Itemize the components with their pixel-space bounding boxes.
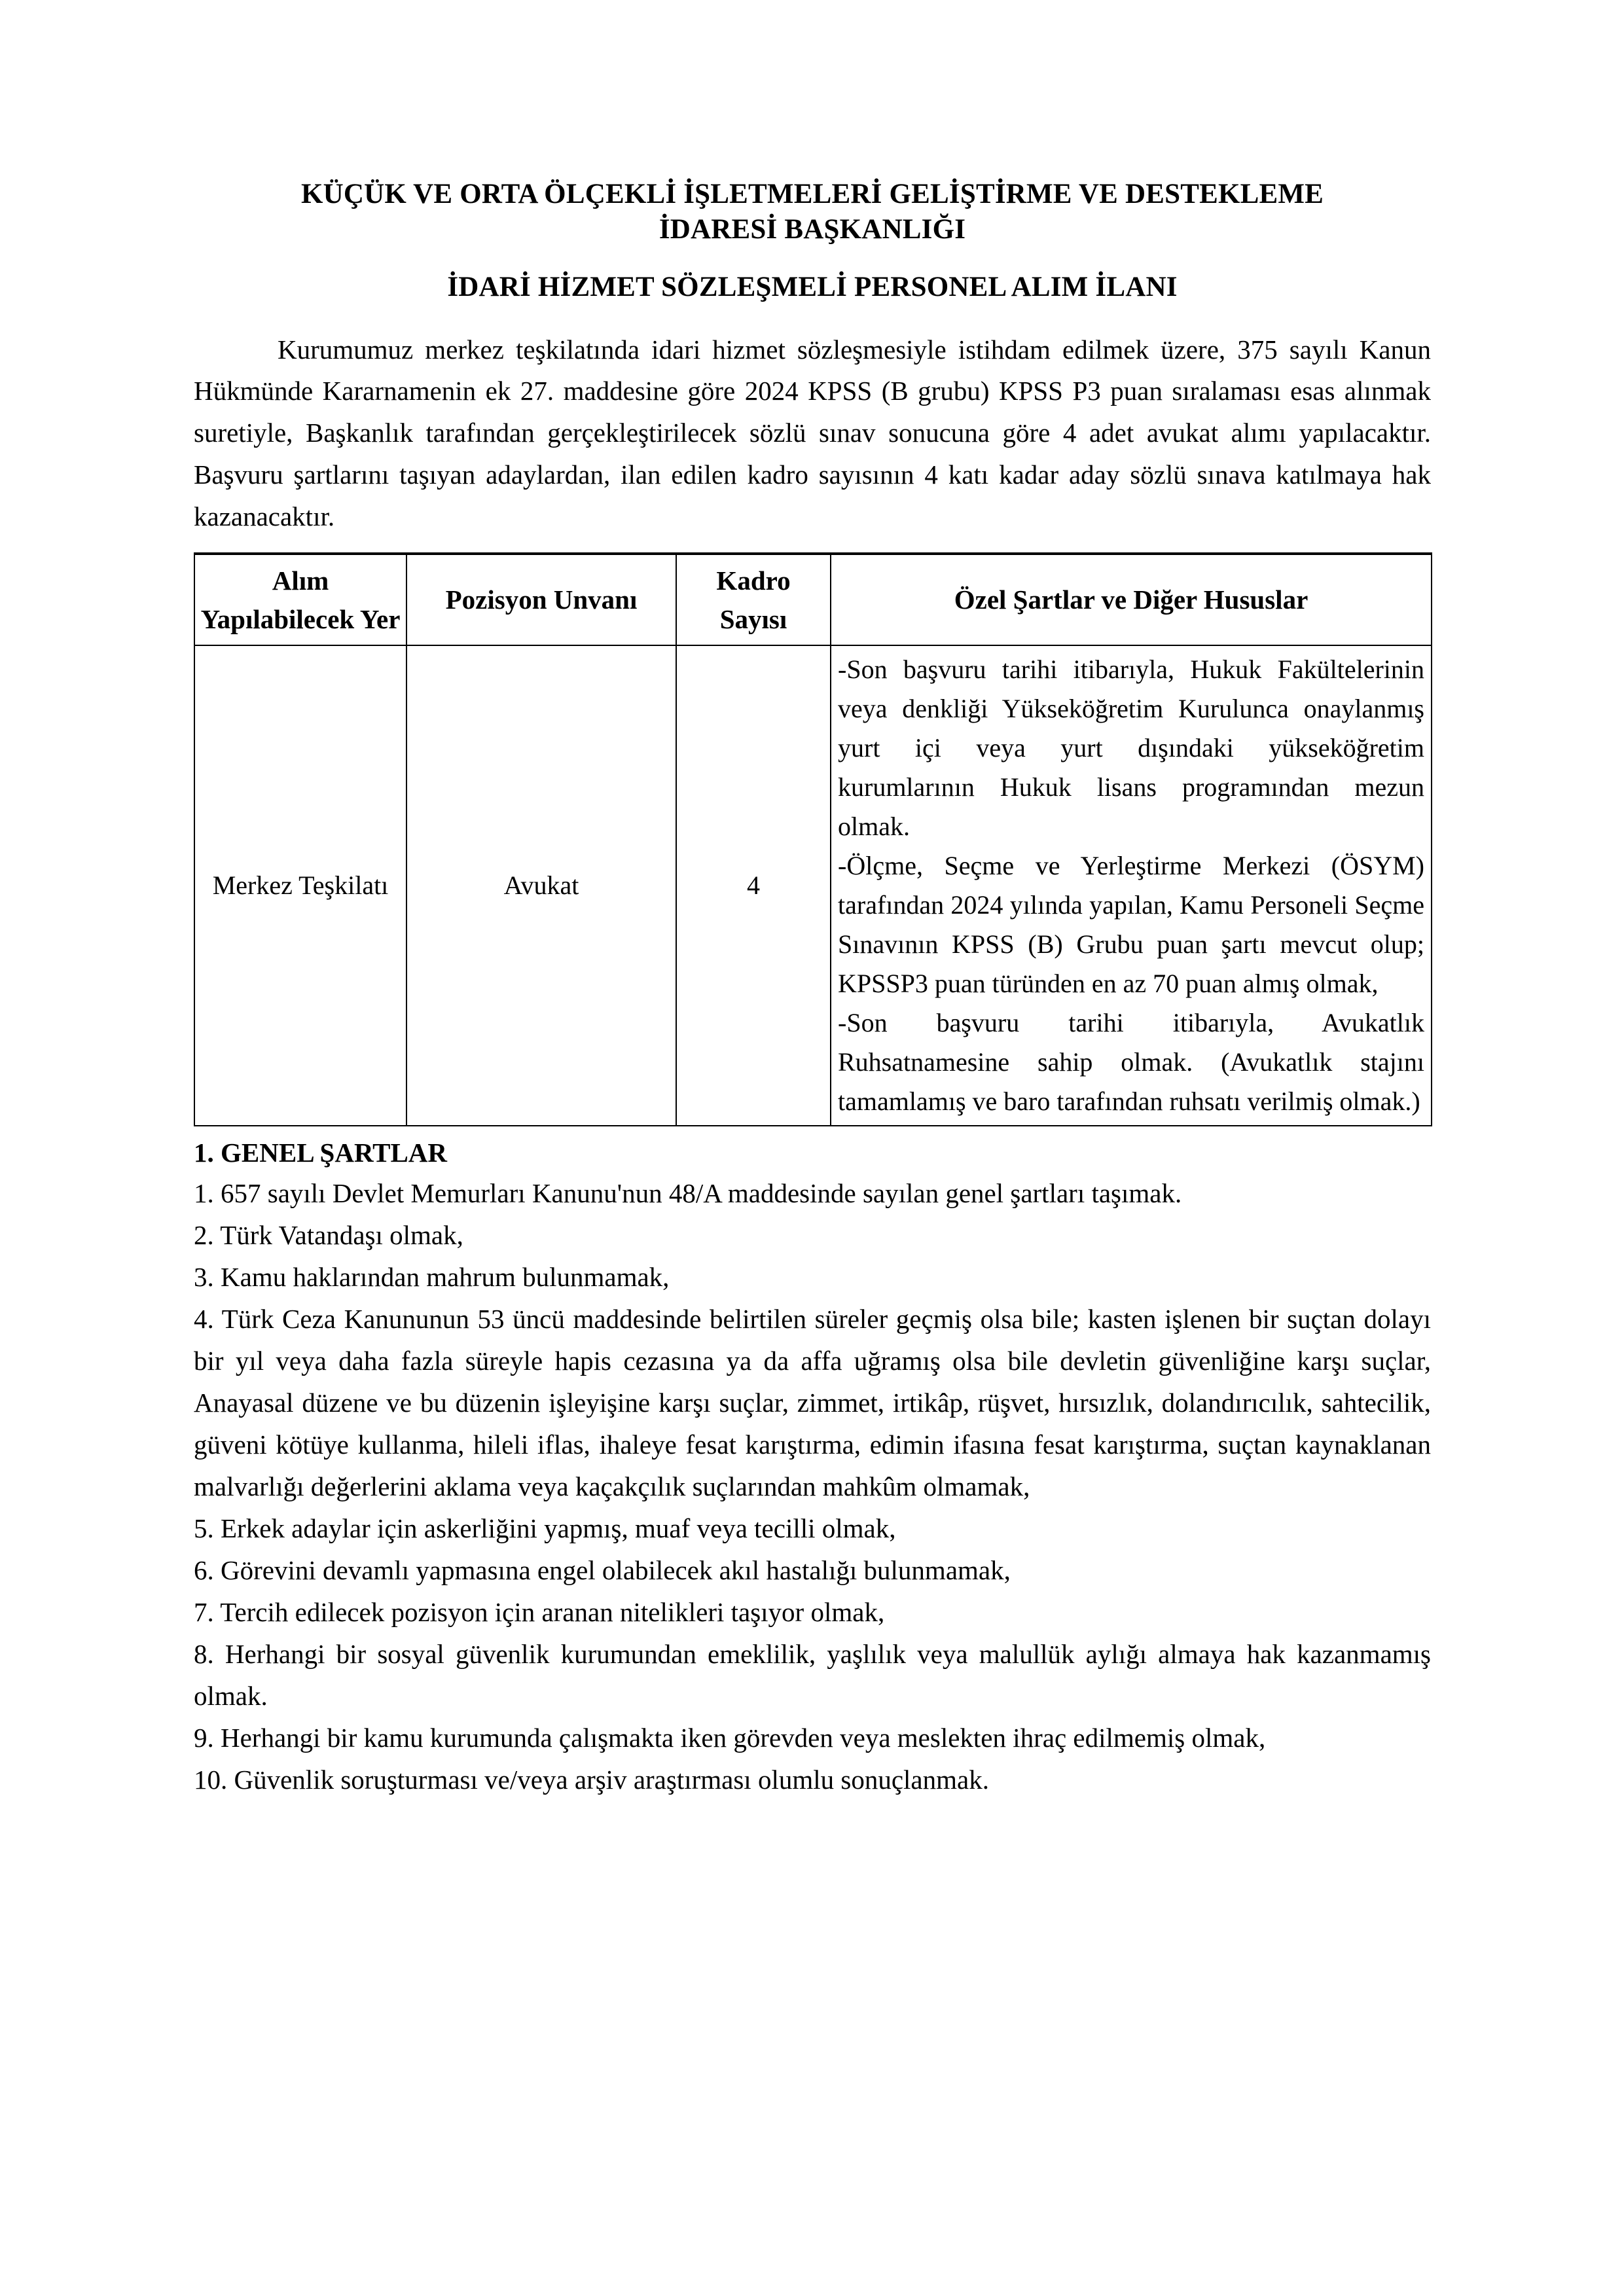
- column-header-ozel-sartlar: Özel Şartlar ve Diğer Hususlar: [831, 554, 1432, 645]
- column-header-kadro: Kadro Sayısı: [676, 554, 831, 645]
- condition-item: -Son başvuru tarihi itibarıyla, Hukuk Fakültelerinin veya denkliği Yükseköğretim Kurulunca onaylanmış yurt içi veya yurt dışındaki yükseköğretim kurumlarının Hukuk lisans programından mezun olmak.: [838, 654, 1424, 841]
- page-title-line-2: İDARESİ BAŞKANLIĞI: [659, 214, 966, 245]
- condition-item: -Son başvuru tarihi itibarıyla, Avukatlık Ruhsatnamesine sahip olmak. (Avukatlık stajını tamamlamış ve baro tarafından ruhsatı verilmiş olmak.): [838, 1007, 1424, 1116]
- section-heading-genel-sartlar: 1. GENEL ŞARTLAR: [194, 1137, 448, 1168]
- cell-ozel-sartlar: [831, 645, 1432, 1126]
- list-item: 8. Herhangi bir sosyal güvenlik kurumundan emeklilik, yaşlılık veya malullük aylığı almaya hak kazanmamış olmak.: [194, 1638, 1431, 1711]
- list-item: 5. Erkek adaylar için askerliğini yapmış, muaf veya tecilli olmak,: [194, 1513, 896, 1543]
- table-header-row: [194, 554, 1432, 645]
- condition-item: -Ölçme, Seçme ve Yerleştirme Merkezi (ÖSYM) tarafından 2024 yılında yapılan, Kamu Personeli Seçme Sınavının KPSS (B) Grubu puan şartı mevcut olup; KPSSP3 puan türünden en az 70 puan almış olmak,: [838, 850, 1424, 998]
- intro-paragraph: Kurumumuz merkez teşkilatında idari hizmet sözleşmesiyle istihdam edilmek üzere, 375 sayılı Kanun Hükmünde Kararnamenin ek 27. maddesine göre 2024 KPSS (B grubu) KPSS P3 puan sıralaması esas alınmak suretiyle, Başkanlık tarafından gerçekleştirilecek sözlü sınav sonucuna göre 4 adet avukat alımı yapılacaktır. Başvuru şartlarını taşıyan adaylardan, ilan edilen kadro sayısının 4 katı kadar aday sözlü sınava katılmaya hak kazanacaktır.: [194, 334, 1431, 532]
- general-conditions-list: [194, 1173, 1431, 1801]
- cell-pozisyon: Avukat: [406, 645, 676, 1126]
- positions-table: [194, 552, 1432, 1126]
- page-subtitle: İDARİ HİZMET SÖZLEŞMELİ PERSONEL ALIM İLANI: [447, 272, 1178, 303]
- page-title-line-1: KÜÇÜK VE ORTA ÖLÇEKLİ İŞLETMELERİ GELİŞTİRME VE DESTEKLEME: [300, 179, 1324, 209]
- column-header-yer: Alım Yapılabilecek Yer: [194, 554, 406, 645]
- cell-yer: Merkez Teşkilatı: [194, 645, 406, 1126]
- page-title: [194, 177, 1431, 247]
- cell-kadro: 4: [676, 645, 831, 1126]
- list-item: 9. Herhangi bir kamu kurumunda çalışmakta iken görevden veya meslekten ihraç edilmemiş olmak,: [194, 1722, 1266, 1753]
- list-item: 2. Türk Vatandaşı olmak,: [194, 1220, 463, 1251]
- table-row: [194, 645, 1432, 1126]
- list-item: 4. Türk Ceza Kanununun 53 üncü maddesinde belirtilen süreler geçmiş olsa bile; kasten işlenen bir suçtan dolayı bir yıl veya daha fazla süreyle hapis cezasına ya da affa uğramış olsa bile devletin güvenliğine karşı suçlar, Anayasal düzene ve bu düzenin işleyişine karşı suçlar, zimmet, irtikâp, rüşvet, hırsızlık, dolandırıcılık, sahtecilik, güveni kötüye kullanma, hileli iflas, ihaleye fesat karıştırma, edimin ifasına fesat karıştırma, suçtan kaynaklanan malvarlığı değerlerini aklama veya kaçakçılık suçlarından mahkûm olmamak,: [194, 1304, 1431, 1501]
- list-item: 6. Görevini devamlı yapmasına engel olabilecek akıl hastalığı bulunmamak,: [194, 1554, 1011, 1585]
- document-content: [194, 177, 1431, 1801]
- list-item: 7. Tercih edilecek pozisyon için aranan nitelikleri taşıyor olmak,: [194, 1596, 885, 1627]
- list-item: 3. Kamu haklarından mahrum bulunmamak,: [194, 1262, 670, 1293]
- list-item: 10. Güvenlik soruşturması ve/veya arşiv araştırması olumlu sonuçlanmak.: [194, 1764, 989, 1795]
- column-header-pozisyon: Pozisyon Unvanı: [406, 554, 676, 645]
- list-item: 1. 657 sayılı Devlet Memurları Kanunu'nun 48/A maddesinde sayılan genel şartları taşımak.: [194, 1178, 1182, 1209]
